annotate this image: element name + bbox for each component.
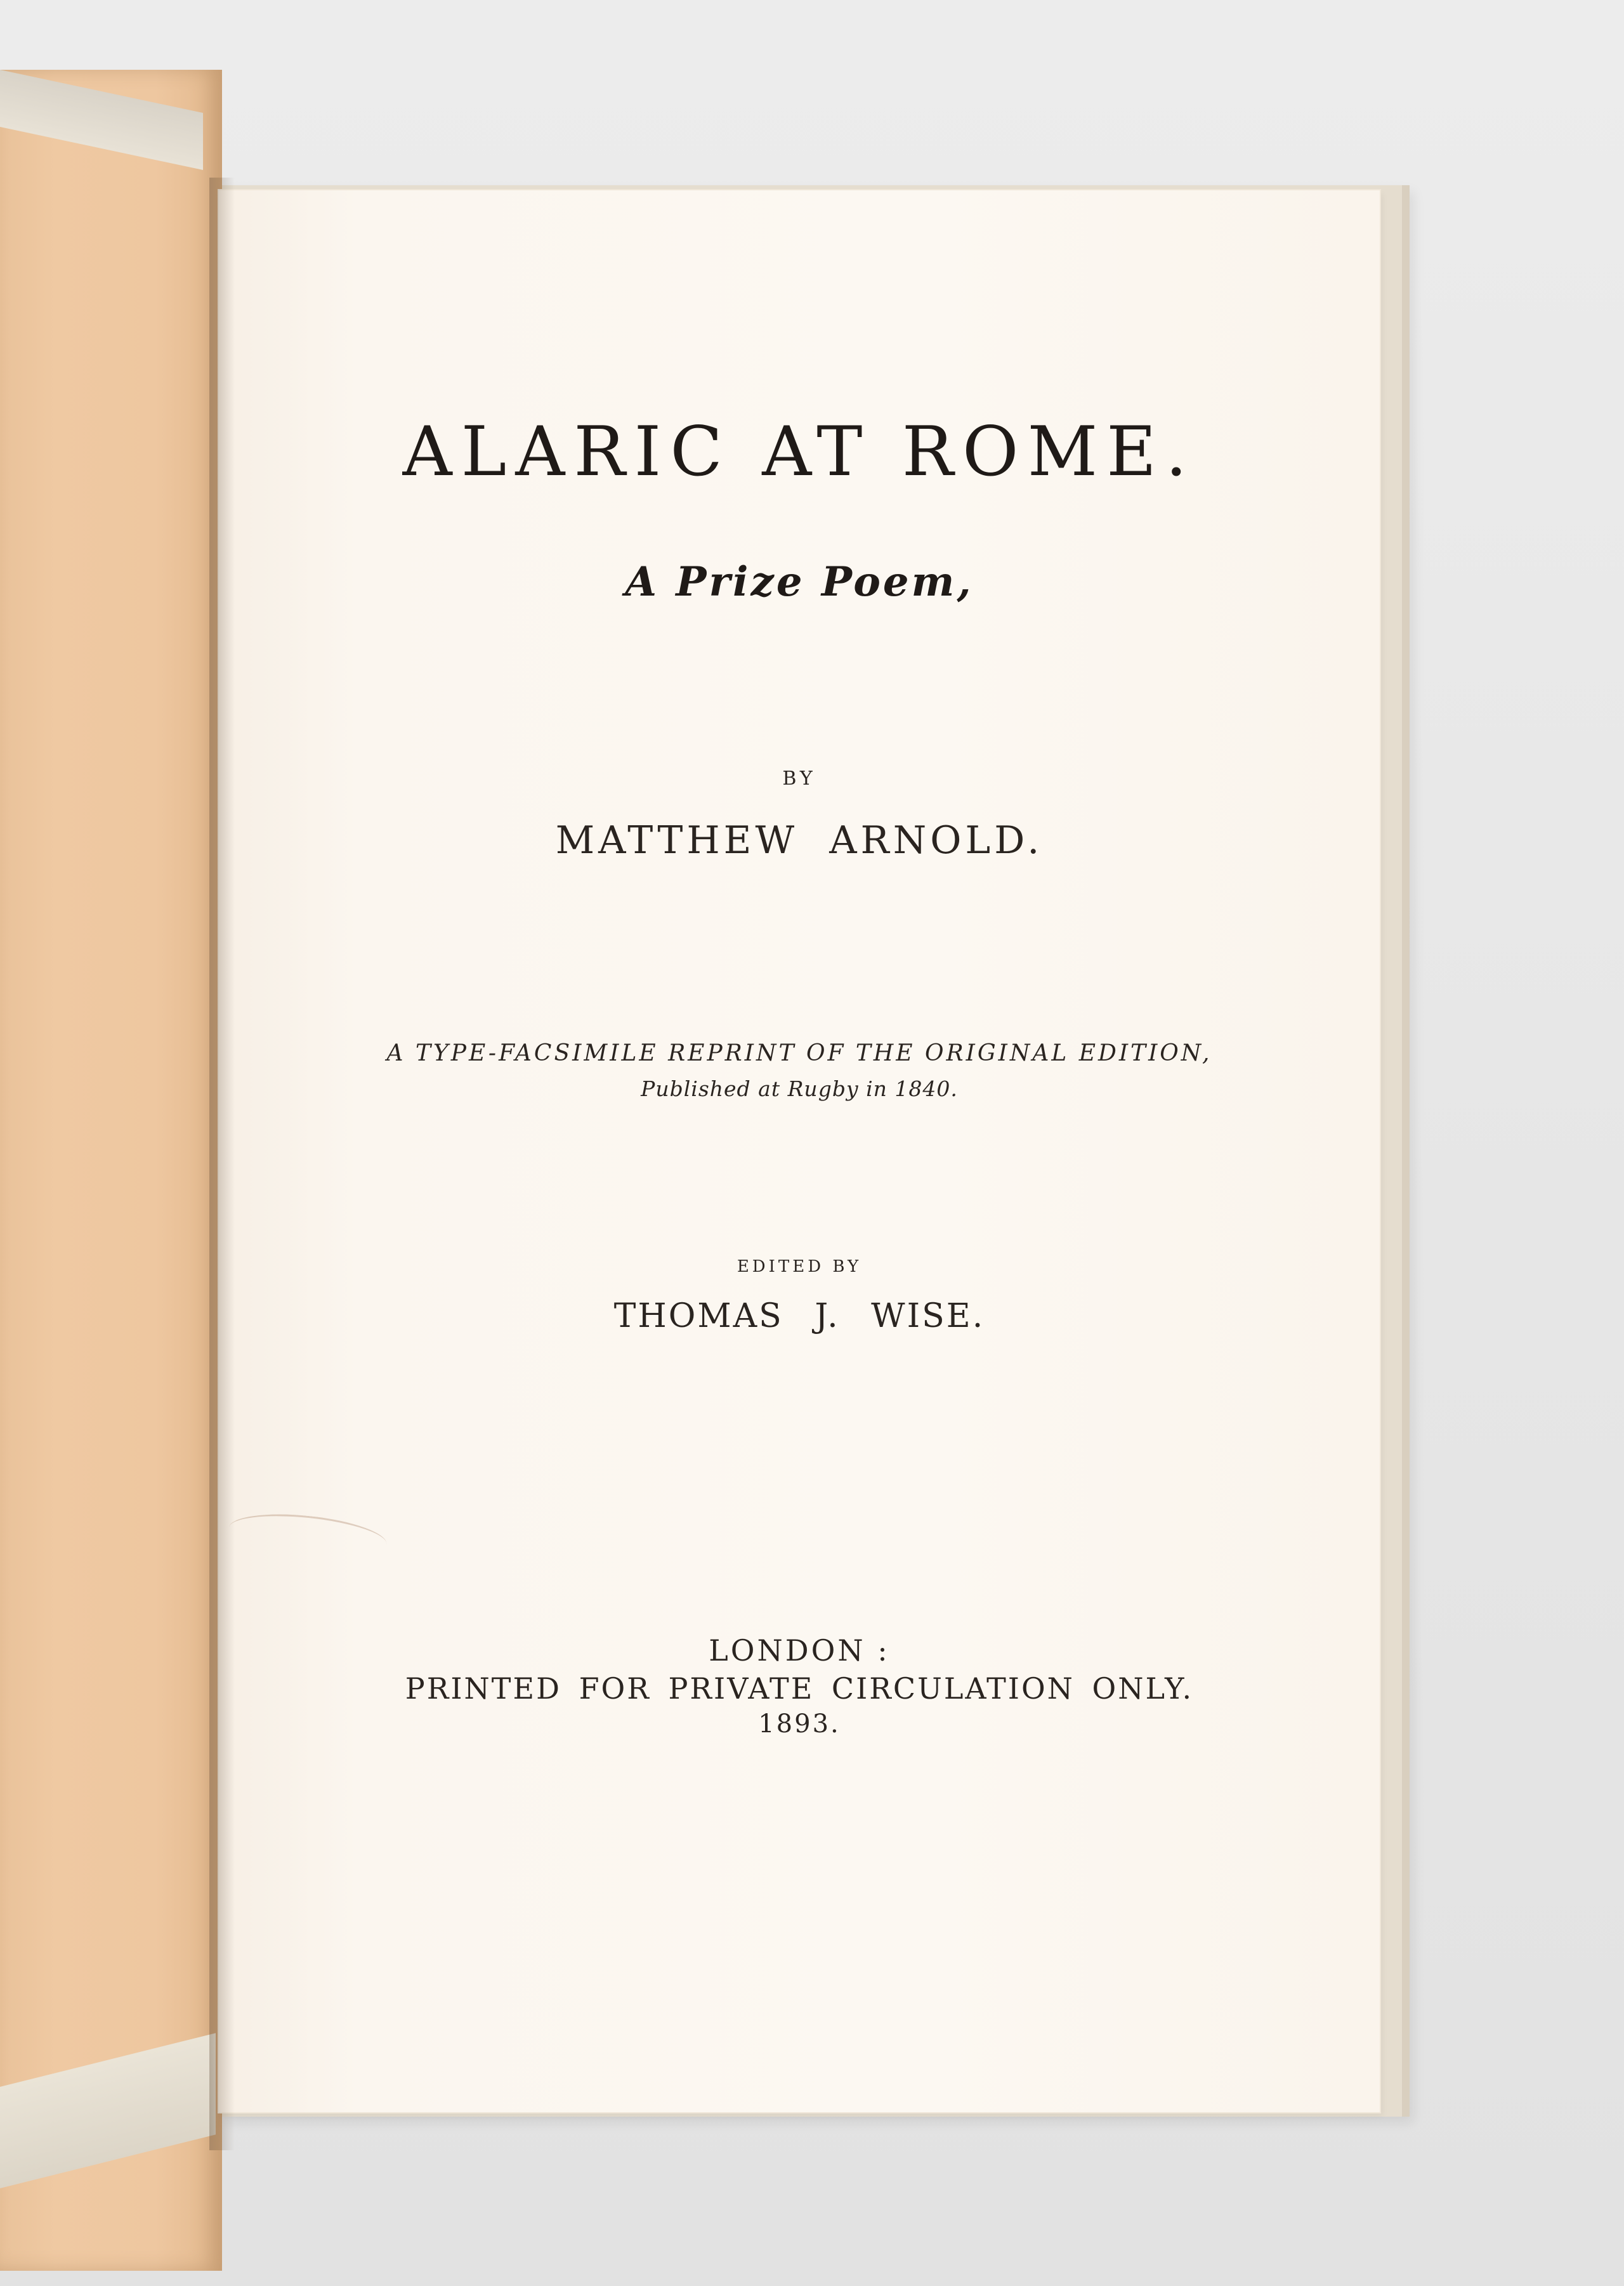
imprint-year: 1893.	[758, 1709, 841, 1739]
published-note: Published at Rugby in 1840.	[641, 1076, 958, 1101]
left-book-cover	[0, 70, 222, 2271]
imprint-statement: PRINTED FOR PRIVATE CIRCULATION ONLY.	[405, 1671, 1194, 1706]
reprint-note: A TYPE-FACSIMILE REPRINT OF THE ORIGINAL EDITION,	[386, 1040, 1212, 1066]
author-name: MATTHEW ARNOLD.	[555, 818, 1044, 863]
edited-by-label: EDITED BY	[737, 1257, 862, 1276]
book-title: ALARIC AT ROME.	[402, 412, 1196, 492]
imprint-city: LONDON :	[709, 1633, 890, 1668]
by-label: BY	[782, 767, 816, 790]
editor-name: THOMAS J. WISE.	[613, 1297, 985, 1335]
book-subtitle: A Prize Poem,	[625, 558, 974, 606]
